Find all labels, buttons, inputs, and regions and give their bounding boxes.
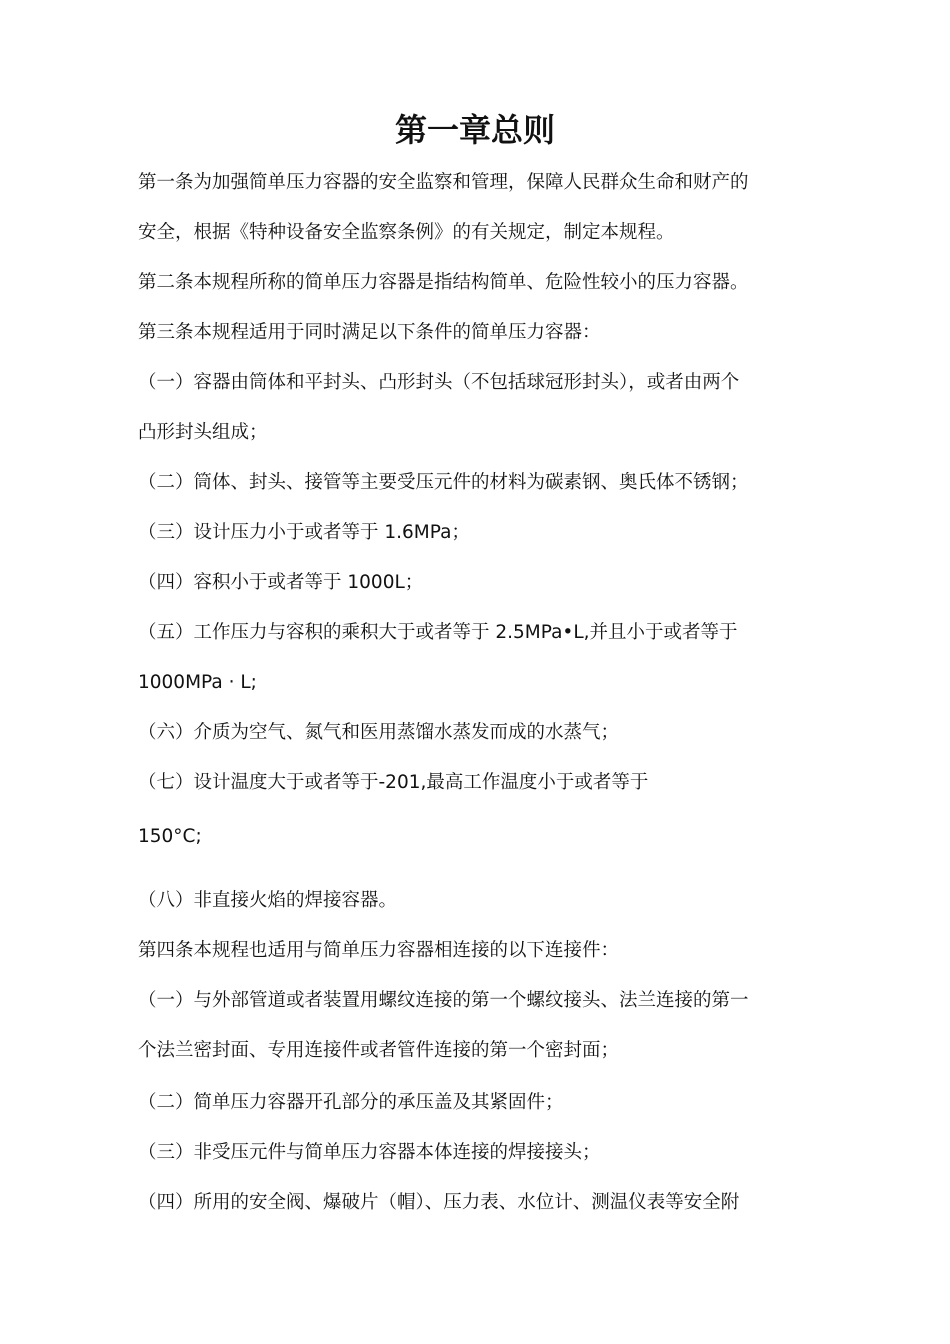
paragraph-line: （一）容器由筒体和平封头、凸形封头（不包括球冠形封头），或者由两个 xyxy=(138,372,740,393)
paragraph-line: 第三条本规程适用于同时满足以下条件的简单压力容器： xyxy=(138,322,601,343)
paragraph-line: 第四条本规程也适用与简单压力容器相连接的以下连接件： xyxy=(138,940,620,961)
paragraph-line: 凸形封头组成； xyxy=(138,422,268,443)
paragraph-line: （四）容积小于或者等于 1000L； xyxy=(138,572,424,593)
paragraph-line: （四）所用的安全阀、爆破片（帽）、压力表、水位计、测温仪表等安全附 xyxy=(138,1192,740,1213)
paragraph-line: （三）设计压力小于或者等于 1.6MPa； xyxy=(138,522,470,543)
paragraph-line: 安全，根据《特种设备安全监察条例》的有关规定，制定本规程。 xyxy=(138,222,675,243)
paragraph-line: 1000MPa · L; xyxy=(138,672,257,693)
paragraph-line: （八）非直接火焰的焊接容器。 xyxy=(138,890,398,911)
paragraph-line: 第二条本规程所称的简单压力容器是指结构简单、危险性较小的压力容器。 xyxy=(138,272,749,293)
paragraph-line: （七）设计温度大于或者等于-201,最高工作温度小于或者等于 xyxy=(138,772,649,793)
chapter-title: 第一章总则 xyxy=(394,111,555,149)
paragraph-line: （五）工作压力与容积的乘积大于或者等于 2.5MPa•L,并且小于或者等于 xyxy=(138,622,738,643)
paragraph-line: 个法兰密封面、专用连接件或者管件连接的第一个密封面； xyxy=(138,1040,620,1061)
paragraph-line: （三）非受压元件与简单压力容器本体连接的焊接接头； xyxy=(138,1142,601,1163)
paragraph-line: 150°C; xyxy=(138,826,202,847)
paragraph-line: （二）筒体、封头、接管等主要受压元件的材料为碳素钢、奥氏体不锈钢； xyxy=(138,472,749,493)
paragraph-line: 第一条为加强简单压力容器的安全监察和管理，保障人民群众生命和财产的 xyxy=(138,172,749,193)
paragraph-line: （一）与外部管道或者装置用螺纹连接的第一个螺纹接头、法兰连接的第一 xyxy=(138,990,749,1011)
paragraph-line: （六）介质为空气、氮气和医用蒸馏水蒸发而成的水蒸气； xyxy=(138,722,620,743)
paragraph-line: （二）简单压力容器开孔部分的承压盖及其紧固件； xyxy=(138,1092,564,1113)
